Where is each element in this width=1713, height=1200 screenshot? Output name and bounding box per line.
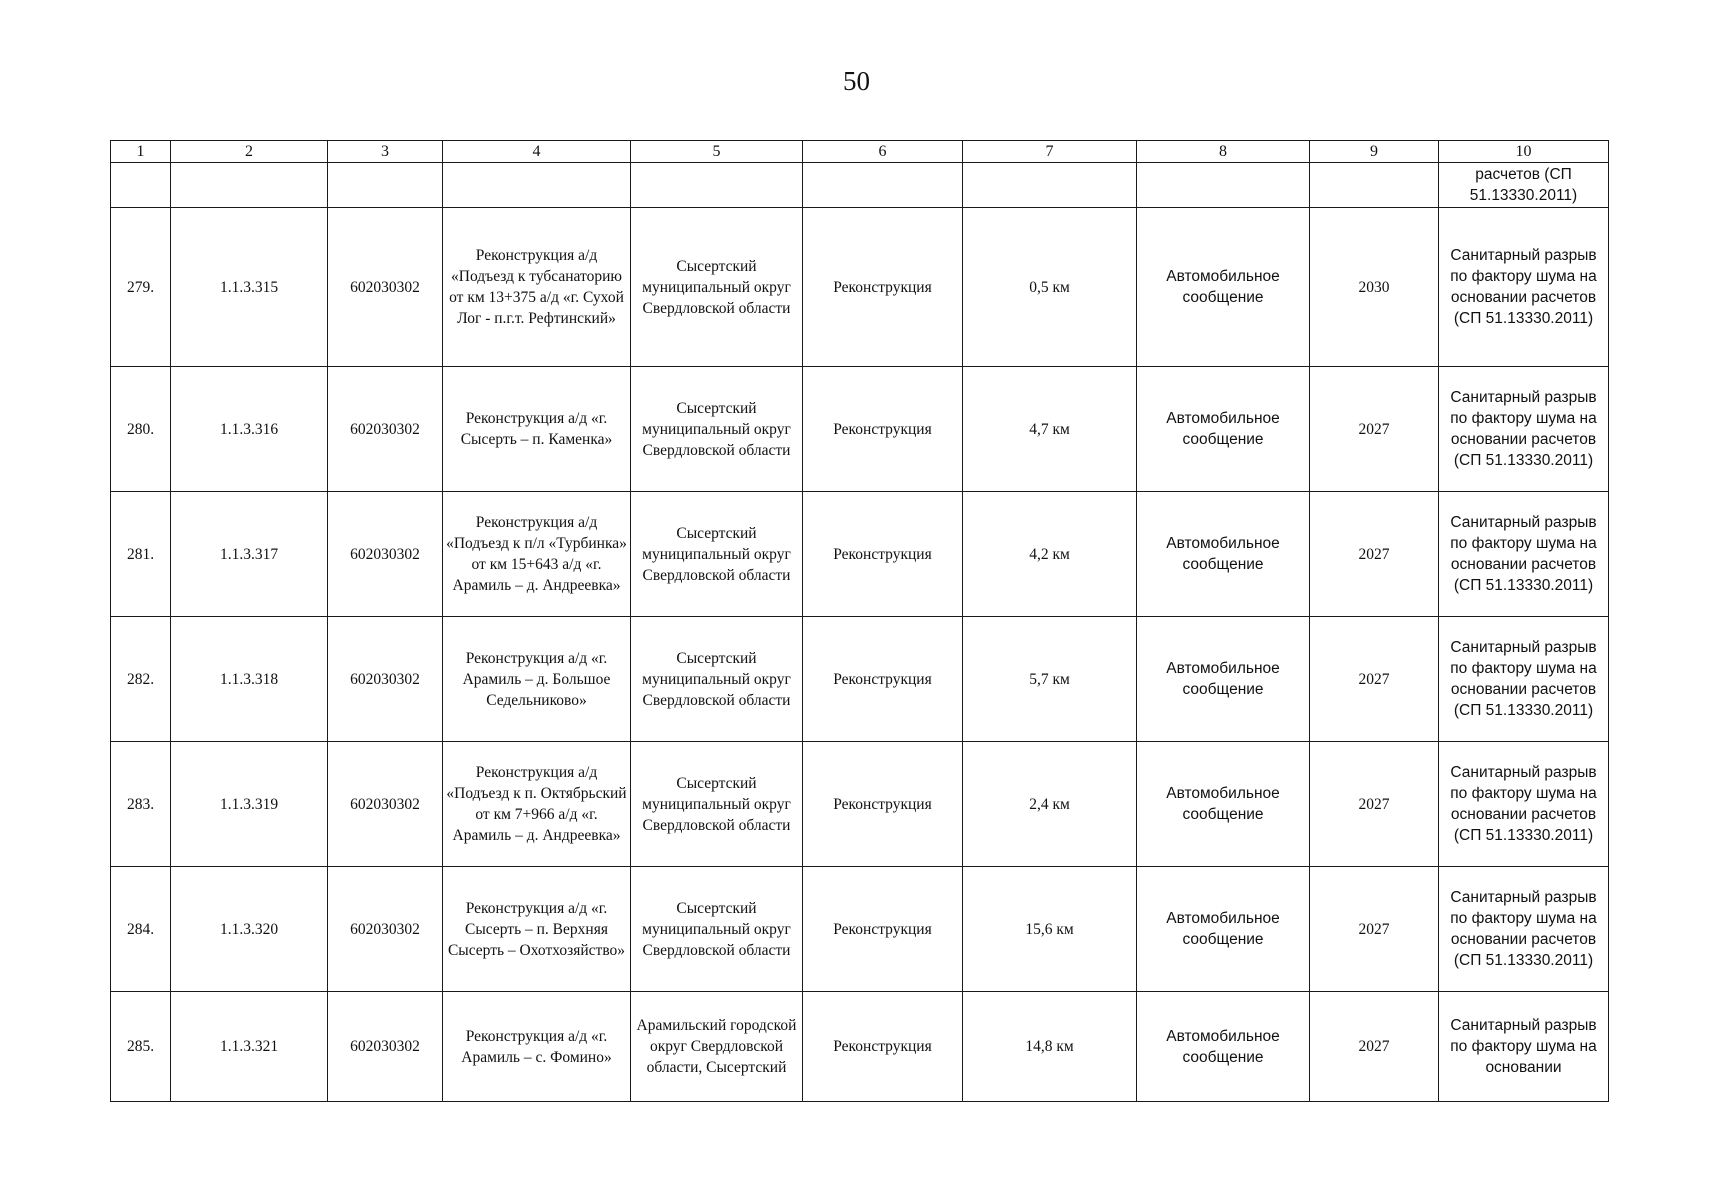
row-okved: 602030302 — [328, 617, 443, 742]
table-row — [111, 992, 1609, 1102]
row-number: 285. — [111, 992, 171, 1102]
row-zone: Санитарный разрыв по фактору шума на основании расчетов (СП 51.13330.2011) — [1439, 367, 1609, 492]
table-cell — [803, 163, 963, 208]
row-object-name: Реконструкция а/д «г. Сысерть – п. Верхняя Сысерть – Охотхозяйство» — [443, 867, 631, 992]
row-purpose: Автомобильное сообщение — [1137, 867, 1310, 992]
row-location: Сысертский муниципальный округ Свердловской области — [631, 742, 803, 867]
row-type: Реконструкция — [803, 208, 963, 367]
continuation-note: расчетов (СП 51.13330.2011) — [1439, 163, 1609, 208]
row-year: 2027 — [1310, 867, 1439, 992]
row-object-name: Реконструкция а/д «Подъезд к п. Октябрьский от км 7+966 а/д «г. Арамиль – д. Андреевка» — [443, 742, 631, 867]
row-length: 0,5 км — [963, 208, 1137, 367]
row-type: Реконструкция — [803, 867, 963, 992]
column-number: 1 — [111, 141, 171, 163]
table-row — [111, 617, 1609, 742]
row-location: Сысертский муниципальный округ Свердловской области — [631, 492, 803, 617]
row-type: Реконструкция — [803, 992, 963, 1102]
row-purpose: Автомобильное сообщение — [1137, 208, 1310, 367]
row-purpose: Автомобильное сообщение — [1137, 992, 1310, 1102]
row-number: 279. — [111, 208, 171, 367]
table-cell — [171, 163, 328, 208]
row-purpose: Автомобильное сообщение — [1137, 617, 1310, 742]
row-zone: Санитарный разрыв по фактору шума на основании расчетов (СП 51.13330.2011) — [1439, 617, 1609, 742]
column-number-header-row — [111, 141, 1609, 163]
table-cell — [1137, 163, 1310, 208]
row-location: Арамильский городской округ Свердловской области, Сысертский — [631, 992, 803, 1102]
row-object-name: Реконструкция а/д «г. Арамиль – с. Фомино» — [443, 992, 631, 1102]
row-object-name: Реконструкция а/д «г. Сысерть – п. Каменка» — [443, 367, 631, 492]
column-number: 5 — [631, 141, 803, 163]
continuation-row — [111, 163, 1609, 208]
row-code: 1.1.3.318 — [171, 617, 328, 742]
row-length: 15,6 км — [963, 867, 1137, 992]
row-length: 4,7 км — [963, 367, 1137, 492]
table-row — [111, 367, 1609, 492]
table-row — [111, 492, 1609, 617]
row-okved: 602030302 — [328, 992, 443, 1102]
row-zone: Санитарный разрыв по фактору шума на основании расчетов (СП 51.13330.2011) — [1439, 492, 1609, 617]
row-object-name: Реконструкция а/д «Подъезд к тубсанаторию от км 13+375 а/д «г. Сухой Лог - п.г.т. Рефтинский» — [443, 208, 631, 367]
row-code: 1.1.3.319 — [171, 742, 328, 867]
table-row — [111, 867, 1609, 992]
row-object-name: Реконструкция а/д «Подъезд к п/л «Турбинка» от км 15+643 а/д «г. Арамиль – д. Андреевка» — [443, 492, 631, 617]
row-type: Реконструкция — [803, 367, 963, 492]
column-number: 7 — [963, 141, 1137, 163]
row-type: Реконструкция — [803, 742, 963, 867]
row-code: 1.1.3.321 — [171, 992, 328, 1102]
row-year: 2027 — [1310, 367, 1439, 492]
row-number: 282. — [111, 617, 171, 742]
column-number: 3 — [328, 141, 443, 163]
row-code: 1.1.3.315 — [171, 208, 328, 367]
column-number: 8 — [1137, 141, 1310, 163]
table-cell — [328, 163, 443, 208]
row-okved: 602030302 — [328, 492, 443, 617]
row-code: 1.1.3.316 — [171, 367, 328, 492]
table-row — [111, 742, 1609, 867]
row-purpose: Автомобильное сообщение — [1137, 492, 1310, 617]
row-purpose: Автомобильное сообщение — [1137, 742, 1310, 867]
column-number: 4 — [443, 141, 631, 163]
row-year: 2027 — [1310, 742, 1439, 867]
row-number: 280. — [111, 367, 171, 492]
row-type: Реконструкция — [803, 617, 963, 742]
row-okved: 602030302 — [328, 208, 443, 367]
row-location: Сысертский муниципальный округ Свердловской области — [631, 867, 803, 992]
row-okved: 602030302 — [328, 367, 443, 492]
row-okved: 602030302 — [328, 742, 443, 867]
row-location: Сысертский муниципальный округ Свердловской области — [631, 367, 803, 492]
table-cell — [963, 163, 1137, 208]
table-cell — [111, 163, 171, 208]
row-year: 2030 — [1310, 208, 1439, 367]
row-location: Сысертский муниципальный округ Свердловской области — [631, 208, 803, 367]
row-zone: Санитарный разрыв по фактору шума на основании расчетов (СП 51.13330.2011) — [1439, 208, 1609, 367]
row-number: 281. — [111, 492, 171, 617]
row-zone: Санитарный разрыв по фактору шума на основании расчетов (СП 51.13330.2011) — [1439, 867, 1609, 992]
page-number: 50 — [843, 66, 870, 96]
column-number: 9 — [1310, 141, 1439, 163]
row-length: 5,7 км — [963, 617, 1137, 742]
row-length: 14,8 км — [963, 992, 1137, 1102]
row-purpose: Автомобильное сообщение — [1137, 367, 1310, 492]
row-code: 1.1.3.320 — [171, 867, 328, 992]
objects-table — [110, 140, 1609, 1102]
table-row — [111, 208, 1609, 367]
row-year: 2027 — [1310, 992, 1439, 1102]
row-number: 284. — [111, 867, 171, 992]
table-cell — [443, 163, 631, 208]
row-year: 2027 — [1310, 492, 1439, 617]
row-length: 2,4 км — [963, 742, 1137, 867]
row-zone: Санитарный разрыв по фактору шума на основании расчетов (СП 51.13330.2011) — [1439, 742, 1609, 867]
row-number: 283. — [111, 742, 171, 867]
table-cell — [631, 163, 803, 208]
row-year: 2027 — [1310, 617, 1439, 742]
row-location: Сысертский муниципальный округ Свердловской области — [631, 617, 803, 742]
row-object-name: Реконструкция а/д «г. Арамиль – д. Большое Седельниково» — [443, 617, 631, 742]
row-length: 4,2 км — [963, 492, 1137, 617]
column-number: 2 — [171, 141, 328, 163]
row-okved: 602030302 — [328, 867, 443, 992]
row-code: 1.1.3.317 — [171, 492, 328, 617]
row-zone: Санитарный разрыв по фактору шума на основании — [1439, 992, 1609, 1102]
row-type: Реконструкция — [803, 492, 963, 617]
column-number: 10 — [1439, 141, 1609, 163]
table-cell — [1310, 163, 1439, 208]
column-number: 6 — [803, 141, 963, 163]
